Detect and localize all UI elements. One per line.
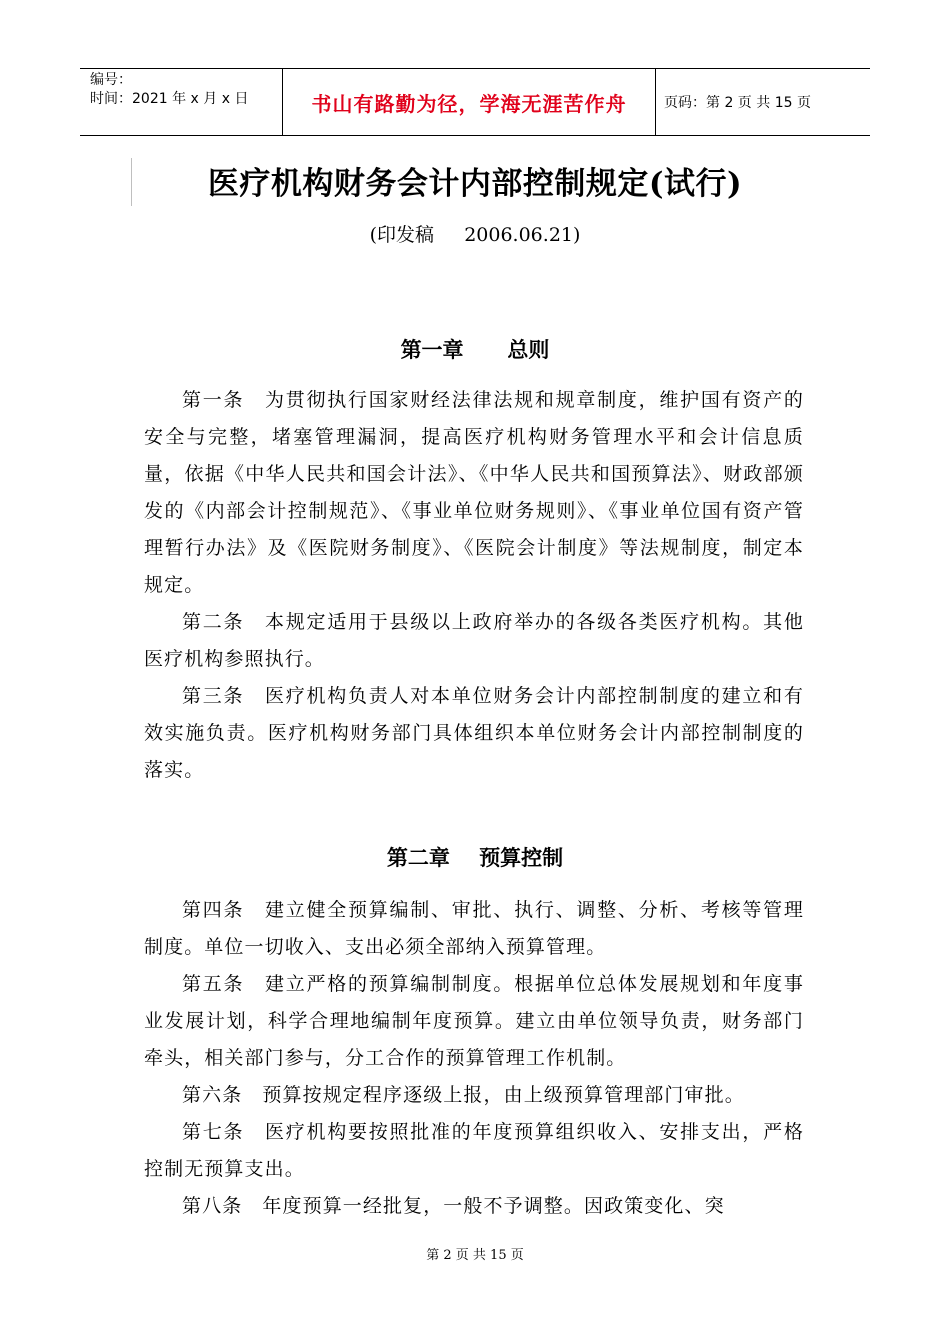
article: 第六条 预算按规定程序逐级上报，由上级预算管理部门审批。 bbox=[182, 1084, 745, 1106]
article: 第五条 建立严格的预算编制制度。根据单位总体发展规划和年度事业发展计划，科学合理地编制年度预算。建立由单位领导负责，财务部门牵头，相关部门参与，分工合作的预算管理工作机制。 bbox=[144, 973, 804, 1069]
document-title: 医疗机构财务会计内部控制规定(试行) bbox=[207, 166, 743, 202]
header-motto-cell bbox=[282, 69, 656, 135]
chapter-heading: 第一章 总则 bbox=[400, 338, 550, 362]
chapter-body bbox=[144, 382, 804, 789]
header-page-info: 页码：第 2 页 共 15 页 bbox=[664, 95, 811, 111]
page-header bbox=[80, 68, 870, 136]
article: 第四条 建立健全预算编制、审批、执行、调整、分析、考核等管理制度。单位一切收入、支出必须全部纳入预算管理。 bbox=[144, 899, 804, 958]
article: 第七条 医疗机构要按照批准的年度预算组织收入、安排支出，严格控制无预算支出。 bbox=[144, 1121, 804, 1180]
article: 第二条 本规定适用于县级以上政府举办的各级各类医疗机构。其他医疗机构参照执行。 bbox=[144, 611, 804, 670]
chapter-body bbox=[144, 892, 804, 1225]
header-meta bbox=[80, 69, 282, 135]
header-page-info-cell bbox=[656, 69, 870, 135]
page-footer: 第 2 页 共 15 页 bbox=[426, 1248, 524, 1263]
header-motto: 书山有路勤为径，学海无涯苦作舟 bbox=[311, 91, 627, 116]
chapter-heading: 第二章 预算控制 bbox=[386, 846, 564, 870]
document-subtitle: (印发稿 2006.06.21) bbox=[369, 224, 581, 246]
article: 第一条 为贯彻执行国家财经法律法规和规章制度，维护国有资产的安全与完整，堵塞管理漏洞，提高医疗机构财务管理水平和会计信息质量，依据《中华人民共和国会计法》、《中华人民共和国预算法》、财政部颁发的《内部会计控制规范》、《事业单位财务规则》、《事业单位国有资产管理暂行办法》及《医院财务制度》、《医院会计制度》等法规制度，制定本规定。 bbox=[144, 389, 804, 596]
article: 第八条 年度预算一经批复，一般不予调整。因政策变化、突 bbox=[182, 1195, 725, 1217]
header-number: 编号： bbox=[90, 72, 132, 88]
header-time: 时间：2021 年 x 月 x 日 bbox=[90, 91, 249, 107]
article: 第三条 医疗机构负责人对本单位财务会计内部控制制度的建立和有效实施负责。医疗机构财务部门具体组织本单位财务会计内部控制制度的落实。 bbox=[144, 685, 804, 781]
